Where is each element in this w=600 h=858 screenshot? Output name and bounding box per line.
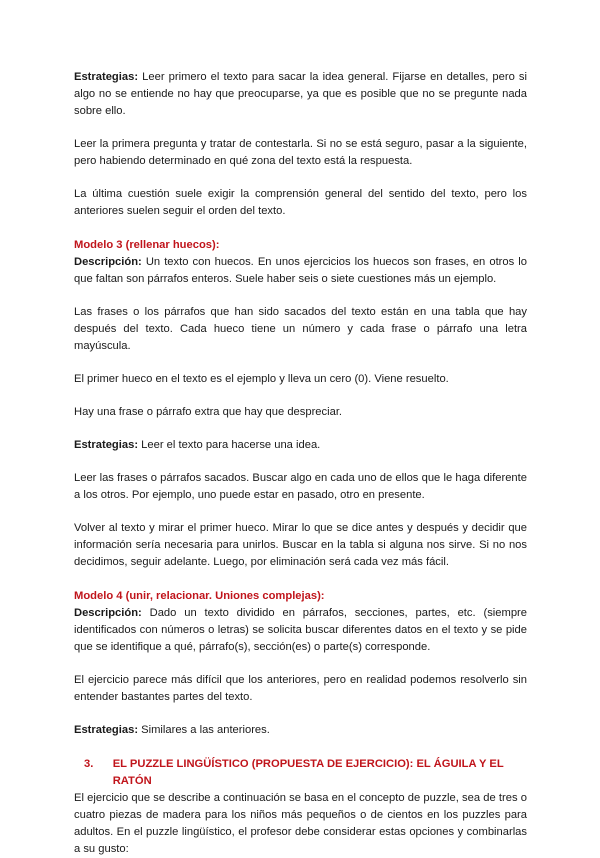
model-3-paragraph-table: Las frases o los párrafos que han sido sacados del texto están en una tabla que hay después del texto. Cada hueco tiene un número y cada frase o párrafo una letra mayúscula. <box>74 306 527 352</box>
section-number: 3. <box>84 758 94 770</box>
section-3-heading <box>74 756 527 790</box>
section-3-paragraph: El ejercicio que se describe a continuación se basa en el concepto de puzzle, sea de tres o cuatro piezas de madera para los niños más pequeños o de cientos en los puzzles para adultos. En el puzzle lingüístico, el profesor debe considerar estas opciones y combinarlas a su gusto: <box>74 792 527 855</box>
model-4-strategies <box>74 722 527 739</box>
section-title: EL PUZZLE LINGÜÍSTICO (PROPUESTA DE EJERCICIO): EL ÁGUILA Y EL RATÓN <box>112 758 504 787</box>
model-3-paragraph-example: El primer hueco en el texto es el ejemplo y lleva un cero (0). Viene resuelto. <box>74 373 449 385</box>
strategies-text: Leer primero el texto para sacar la idea general. Fijarse en detalles, pero si algo no se entiende no hay que preocuparse, ya que es posible que no se pregunte nada sobre ello. <box>74 71 527 117</box>
model-3-paragraph-return: Volver al texto y mirar el primer hueco. Mirar lo que se dice antes y después y decidir que información sería necesaria para unirlos. Buscar en la tabla si alguna nos sirve. Si no nos decidimos, seguir adelante. Luego, por eliminación será cada vez más fácil. <box>74 522 527 568</box>
strategies-label: Estrategias: <box>74 724 139 736</box>
model-3-paragraph-extra: Hay una frase o párrafo extra que hay que despreciar. <box>74 406 343 418</box>
model-3-strategies <box>74 437 527 454</box>
strategies-label: Estrategias: <box>74 71 139 83</box>
model-4-heading: Modelo 4 (unir, relacionar. Uniones complejas): <box>74 590 325 602</box>
paragraph-first-question: Leer la primera pregunta y tratar de contestarla. Si no se está seguro, pasar a la siguiente, pero habiendo determinado en qué zona del texto está la respuesta. <box>74 138 527 167</box>
document-body <box>74 69 527 858</box>
description-label: Descripción: <box>74 256 142 268</box>
strategies-text: Leer el texto para hacerse una idea. <box>138 439 321 451</box>
description-label: Descripción: <box>74 607 142 619</box>
description-text: Dado un texto dividido en párrafos, secciones, partes, etc. (siempre identificados con números o letras) se solicita buscar diferentes datos en el texto y se pide que se identifique a qué, párrafo(s), sección(es) o parte(s) corresponde. <box>74 607 527 653</box>
model-4-paragraph-difficulty: El ejercicio parece más difícil que los anteriores, pero en realidad podemos resolverlo sin entender bastantes partes del texto. <box>74 674 527 703</box>
strategies-text: Similares a las anteriores. <box>138 724 270 736</box>
strategies-paragraph <box>74 69 527 120</box>
strategies-label: Estrategias: <box>74 439 139 451</box>
model-3-paragraph-read: Leer las frases o párrafos sacados. Buscar algo en cada uno de ellos que le haga diferente a los otros. Por ejemplo, uno puede estar en pasado, otro en presente. <box>74 472 527 501</box>
model-3-heading: Modelo 3 (rellenar huecos): <box>74 239 220 251</box>
model-3-description <box>74 254 527 288</box>
model-4-description <box>74 605 527 656</box>
description-text: Un texto con huecos. En unos ejercicios los huecos son frases, en otros lo que faltan son párrafos enteros. Suele haber seis o siete cuestiones más un ejemplo. <box>74 256 527 285</box>
paragraph-last-question: La última cuestión suele exigir la comprensión general del sentido del texto, pero los anteriores suelen seguir el orden del texto. <box>74 188 527 217</box>
